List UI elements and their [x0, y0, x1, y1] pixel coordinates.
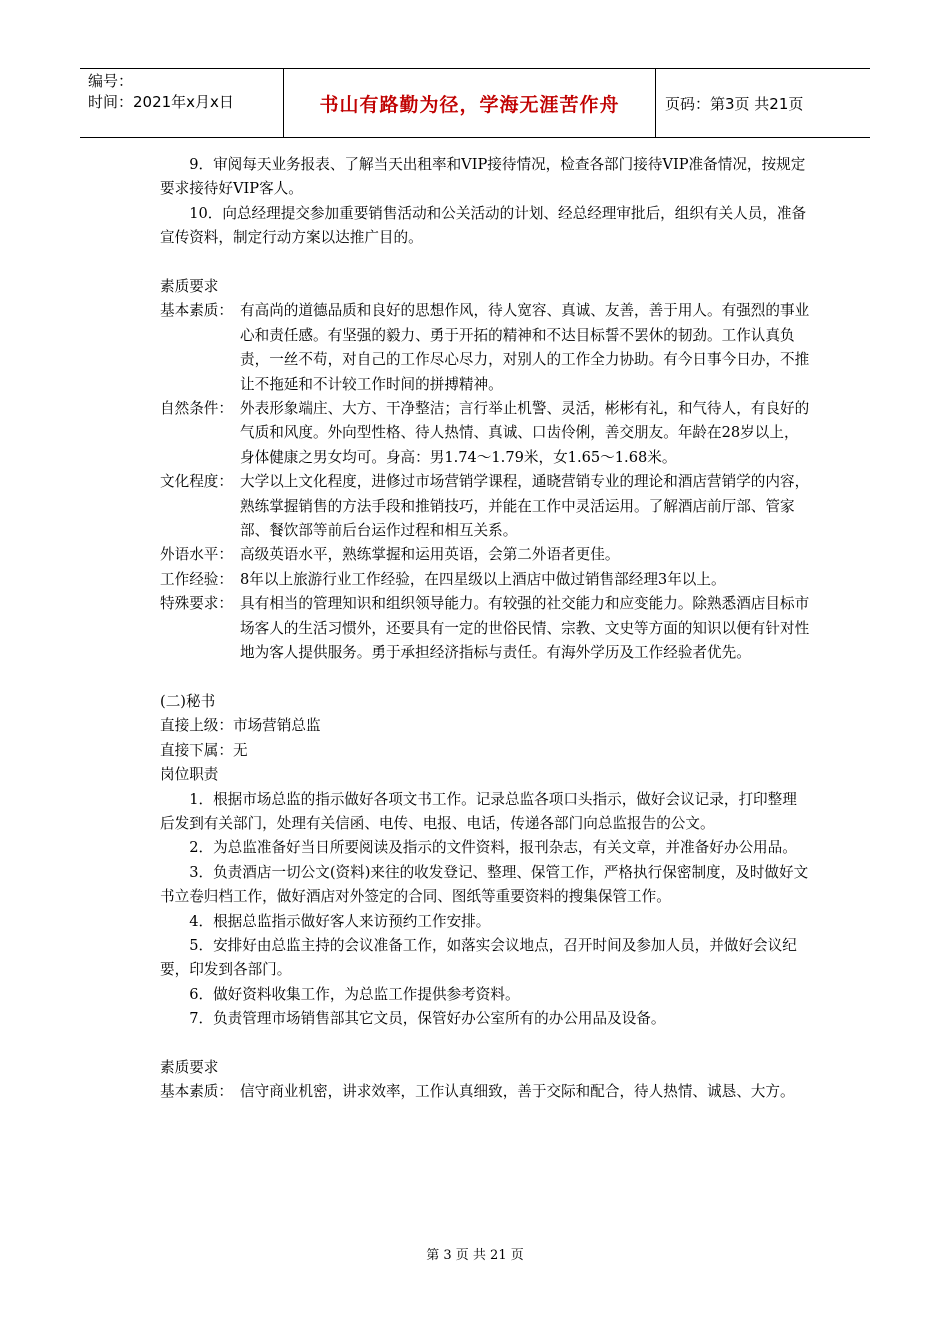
header-left — [80, 69, 283, 137]
requirement-term: 自然条件： — [160, 400, 233, 418]
requirement-term: 基本素质： — [160, 302, 233, 320]
requirement-item — [160, 397, 810, 470]
requirement-item — [160, 470, 810, 543]
direct-superior: 直接上级：市场营销总监 — [160, 717, 321, 735]
quality-requirements-heading: 素质要求 — [160, 278, 219, 296]
header-motto: 书山有路勤为径，学海无涯苦作舟 — [283, 69, 656, 137]
requirement-desc: 具有相当的管理知识和组织领导能力。有较强的社交能力和应变能力。除熟悉酒店目标市场客人的生活习惯外，还要具有一定的世俗民情、宗教、文史等方面的知识以便有针对性地为客人提供服务。勇于承担经济指标与责任。有海外学历及工作经验者优先。 — [240, 595, 810, 662]
quality-requirements-heading-2: 素质要求 — [160, 1058, 219, 1076]
header-page-number: 页码：第3页 共21页 — [665, 94, 804, 113]
requirement-item — [160, 568, 810, 592]
requirement-term: 工作经验： — [160, 570, 233, 588]
requirement-item — [160, 299, 810, 397]
requirement-desc: 高级英语水平，熟练掌握和运用英语，会第二外语者更佳。 — [240, 546, 620, 564]
duty-item: 2．为总监准备好当日所要阅读及指示的文件资料，报刊杂志，有关文章，并准备好办公用品。 — [189, 839, 797, 857]
duty-item: 5．安排好由总监主持的会议准备工作，如落实会议地点，召开时间及参加人员，并做好会议纪要，印发到各部门。 — [160, 936, 797, 979]
duty-item: 1．根据市场总监的指示做好各项文书工作。记录总监各项口头指示，做好会议记录，打印整理后发到有关部门，处理有关信函、电传、电报、电话，传递各部门向总监报告的公文。 — [160, 790, 797, 832]
requirement-desc: 外表形象端庄、大方、干净整洁；言行举止机警、灵活，彬彬有礼，和气待人，有良好的气质和风度。外向型性格、待人热情、真诚、口齿伶俐，善交朋友。年龄在28岁以上，身体健康之男女均可。身高：男1.74～1.79米，女1.65～1.68米。 — [240, 400, 810, 466]
requirement-term: 外语水平： — [160, 546, 233, 564]
requirement-term: 特殊要求： — [160, 595, 233, 613]
document-body — [160, 153, 810, 1105]
requirement-desc: 大学以上文化程度，进修过市场营销学课程，通晓营销专业的理论和酒店营销学的内容，熟练掌握销售的方法手段和推销技巧，并能在工作中灵活运用。了解酒店前厅部、管家部、餐饮部等前后台运作过程和相互关系。 — [240, 473, 810, 540]
requirement-desc: 信守商业机密，讲求效率，工作认真细致，善于交际和配合，待人热情、诚恳、大方。 — [240, 1083, 795, 1101]
page-footer: 第 3 页 共 21 页 — [426, 1248, 524, 1263]
duty-paragraph-9: 9．审阅每天业务报表、了解当天出租率和VIP接待情况，检查各部门接待VIP准备情况，按规定要求接待好VIP客人。 — [160, 156, 806, 198]
requirement-item — [160, 1080, 810, 1104]
requirement-item — [160, 543, 810, 567]
duty-item: 7．负责管理市场销售部其它文员，保管好办公室所有的办公用品及设备。 — [189, 1010, 666, 1028]
direct-subordinate: 直接下属：无 — [160, 741, 248, 759]
document-number: 编号： — [88, 72, 134, 90]
duties-heading: 岗位职责 — [160, 766, 219, 784]
duty-item: 6．做好资料收集工作，为总监工作提供参考资料。 — [189, 985, 520, 1003]
requirement-desc: 有高尚的道德品质和良好的思想作风，待人宽容、真诚、友善，善于用人。有强烈的事业心和责任感。有坚强的毅力、勇于开拓的精神和不达目标誓不罢休的韧劲。工作认真负责，一丝不苟，对自己的工作尽心尽力，对别人的工作全力协助。有今日事今日办，不推让不拖延和不计较工作时间的拼搏精神。 — [240, 302, 810, 393]
requirement-item — [160, 592, 810, 665]
section-heading-secretary: (二)秘书 — [160, 692, 216, 710]
requirement-desc: 8年以上旅游行业工作经验，在四星级以上酒店中做过销售部经理3年以上。 — [240, 570, 726, 588]
duty-paragraph-10: 10．向总经理提交参加重要销售活动和公关活动的计划、经总经理审批后，组织有关人员，准备宣传资料，制定行动方案以达推广目的。 — [160, 204, 807, 247]
duty-item: 3．负责酒店一切公文(资料)来往的收发登记、整理、保管工作，严格执行保密制度，及时做好文书立卷归档工作，做好酒店对外签定的合同、图纸等重要资料的搜集保管工作。 — [160, 863, 809, 906]
requirement-term: 基本素质： — [160, 1083, 233, 1101]
page-header — [80, 68, 870, 138]
document-date: 时间：2021年x月x日 — [88, 93, 234, 111]
duty-item: 4．根据总监指示做好客人来访预约工作安排。 — [189, 912, 491, 930]
requirement-term: 文化程度： — [160, 473, 233, 491]
